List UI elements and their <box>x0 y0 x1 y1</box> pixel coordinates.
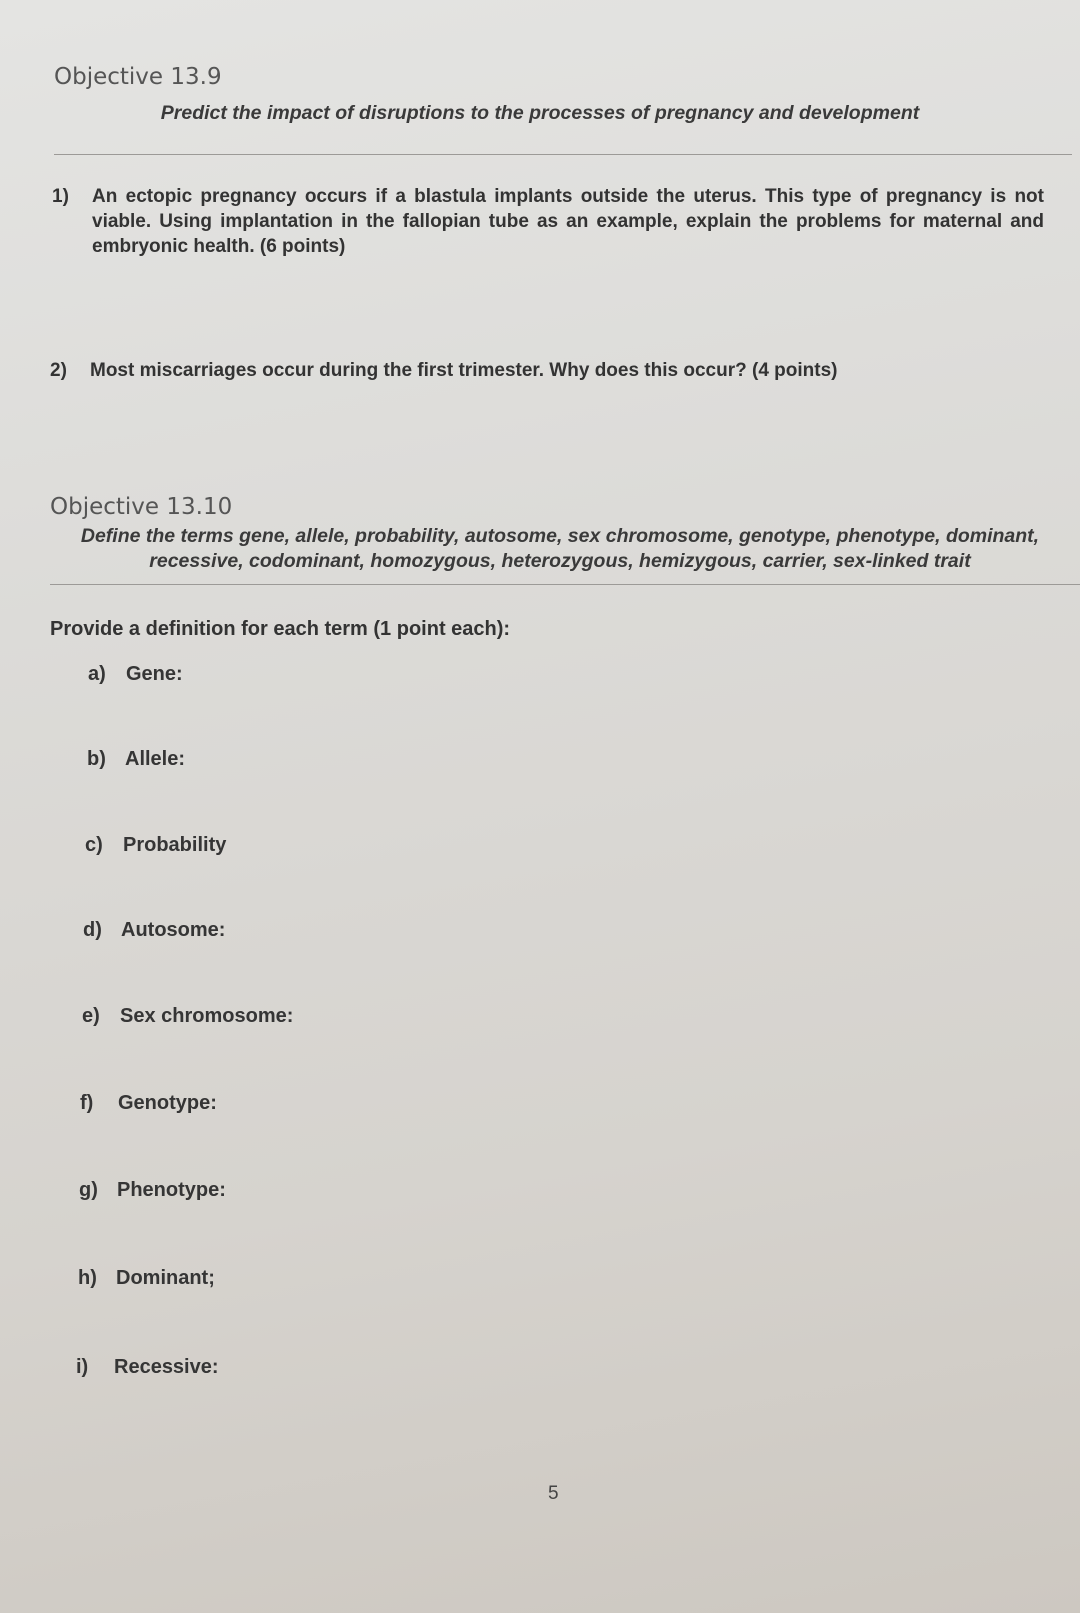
question-number: 1) <box>52 186 69 207</box>
term-label: Phenotype: <box>117 1179 226 1201</box>
term-item-autosome <box>83 919 225 942</box>
question-2 <box>50 358 1042 383</box>
objective-subtitle-line-1: Define the terms gene, allele, probability, autosome, sex chromosome, genotype, phenotype, dominant, <box>80 525 1040 547</box>
term-letter: i) <box>76 1356 89 1378</box>
question-text: An ectopic pregnancy occurs if a blastula implants outside the uterus. This type of pregnancy is not viable. Using implantation in the fallopian tube as an example, explain the problems for maternal and embryonic health. (6 points) <box>92 186 1044 257</box>
term-letter: d) <box>83 919 102 941</box>
page-number: 5 <box>548 1483 559 1504</box>
term-letter: f) <box>80 1092 94 1114</box>
term-item-probability <box>85 834 226 857</box>
term-letter: e) <box>82 1005 100 1027</box>
term-item-gene <box>88 663 183 686</box>
objective-title: Objective 13.9 <box>54 64 222 90</box>
divider <box>50 584 1080 585</box>
question-1 <box>52 184 1044 259</box>
objective-subtitle: Predict the impact of disruptions to the processes of pregnancy and development <box>160 102 920 124</box>
term-item-genotype <box>80 1092 217 1115</box>
term-label: Gene: <box>126 663 183 685</box>
term-item-phenotype <box>79 1179 226 1202</box>
term-label: Autosome: <box>121 919 226 941</box>
term-label: Sex chromosome: <box>120 1005 294 1027</box>
objective-subtitle <box>40 524 1080 574</box>
term-label: Dominant; <box>116 1267 215 1289</box>
objective-subtitle-line-2: recessive, codominant, homozygous, heterozygous, hemizygous, carrier, sex-linked trait <box>149 550 971 572</box>
term-letter: b) <box>87 748 106 770</box>
term-label: Genotype: <box>118 1092 217 1114</box>
term-item-dominant <box>78 1267 215 1290</box>
question-number: 2) <box>50 360 67 381</box>
term-item-sex-chromosome <box>82 1005 293 1028</box>
term-label: Probability <box>123 834 227 856</box>
term-letter: a) <box>88 663 106 685</box>
term-letter: g) <box>79 1179 98 1201</box>
term-label: Allele: <box>125 748 186 770</box>
term-item-recessive <box>76 1356 219 1379</box>
term-letter: c) <box>85 834 103 856</box>
objective-title: Objective 13.10 <box>50 494 233 520</box>
instruction-text: Provide a definition for each term (1 point each): <box>50 618 511 640</box>
term-letter: h) <box>78 1267 97 1289</box>
term-item-allele <box>87 748 185 771</box>
term-label: Recessive: <box>114 1356 219 1378</box>
question-text: Most miscarriages occur during the first trimester. Why does this occur? (4 points) <box>90 360 838 381</box>
divider <box>54 154 1072 155</box>
